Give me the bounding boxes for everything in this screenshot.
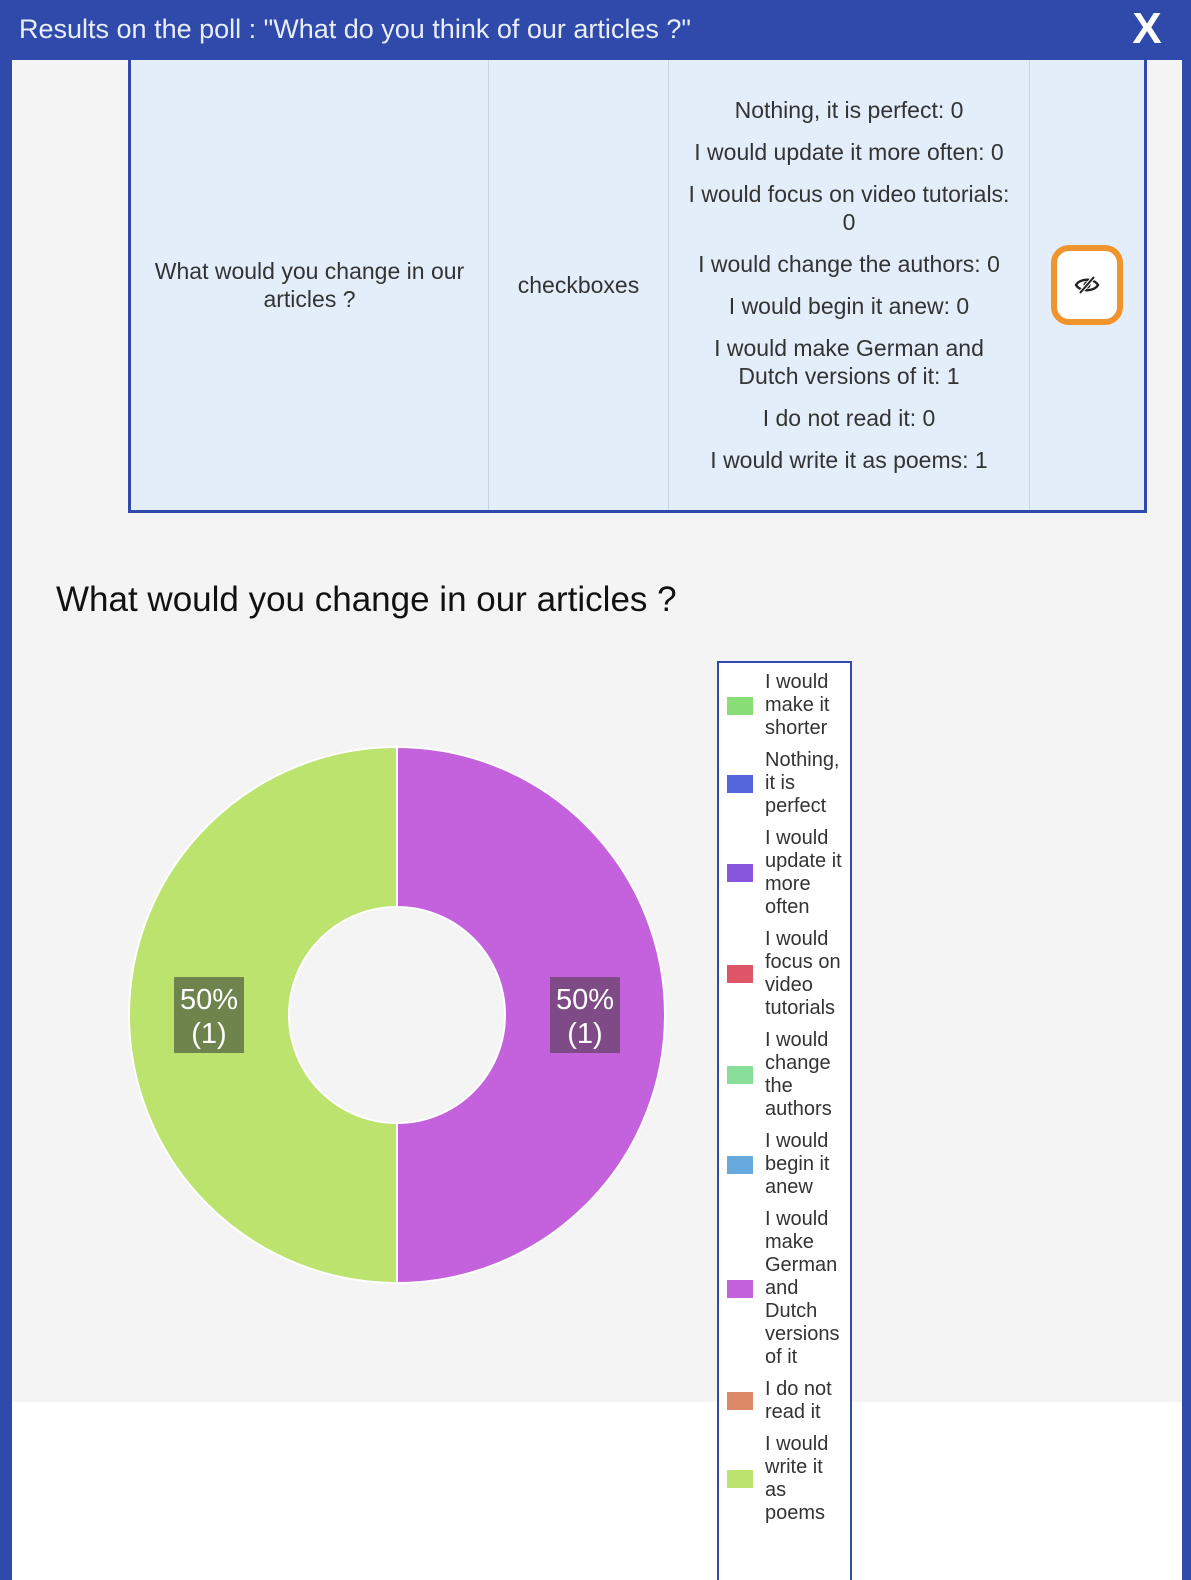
toggle-chart-button[interactable] (1051, 245, 1123, 325)
legend-item[interactable] (727, 928, 850, 1020)
legend-item[interactable] (727, 1378, 850, 1424)
legend-item[interactable] (727, 1029, 850, 1121)
legend-swatch (727, 1470, 753, 1488)
donut-slice[interactable] (129, 747, 397, 1283)
legend-swatch (727, 775, 753, 793)
slice-data-label (174, 977, 244, 1053)
answer-result: I would begin it anew: 0 (728, 292, 970, 319)
data-label-count: (1) (191, 1018, 227, 1050)
legend-label: I would begin it anew (765, 1130, 830, 1198)
donut-slice[interactable] (397, 747, 665, 1283)
data-label-count: (1) (567, 1018, 603, 1050)
legend-item[interactable] (727, 827, 850, 919)
question-type-cell: checkboxes (489, 60, 669, 510)
data-label-percent: 50% (555, 984, 615, 1016)
legend-label: Nothing, it is perfect (765, 749, 840, 817)
chart-title: What would you change in our articles ? (56, 580, 677, 619)
question-results-row (128, 60, 1147, 513)
answer-result: I would change the authors: 0 (698, 250, 1000, 277)
answer-result: I would make German and Dutch versions of it: 1 (714, 334, 984, 389)
legend-swatch (727, 1392, 753, 1410)
legend-item[interactable] (727, 1130, 850, 1199)
close-button[interactable]: X (1132, 4, 1162, 53)
legend-swatch (727, 864, 753, 882)
legend-label: I do not read it (765, 1378, 832, 1423)
legend-swatch (727, 1156, 753, 1174)
donut-chart (122, 740, 672, 1290)
legend-label: I would change the authors (765, 1029, 832, 1120)
legend-label: I would make it shorter (765, 671, 830, 739)
legend-item[interactable] (727, 749, 850, 818)
legend-item[interactable] (727, 1208, 850, 1369)
answer-result: I would update it more often: 0 (694, 138, 1004, 165)
eye-slash-icon (1074, 275, 1100, 295)
data-label-percent: 50% (179, 984, 239, 1016)
answer-result: I would focus on video tutorials: 0 (688, 180, 1010, 235)
legend-label: I would focus on video tutorials (765, 928, 841, 1019)
answer-result: I would write it as poems: 1 (710, 446, 988, 473)
legend-swatch (727, 1280, 753, 1298)
actions-cell (1030, 60, 1144, 510)
modal-header (0, 0, 1191, 60)
question-cell: What would you change in our articles ? (131, 60, 489, 510)
modal-body (12, 60, 1182, 1580)
chart-legend (717, 661, 852, 1580)
legend-item[interactable] (727, 671, 850, 740)
answer-result: I do not read it: 0 (762, 404, 936, 431)
legend-swatch (727, 965, 753, 983)
legend-item[interactable] (727, 1433, 850, 1525)
legend-label: I would make German and Dutch versions of it (765, 1208, 840, 1368)
answer-result: Nothing, it is perfect: 0 (734, 96, 964, 123)
legend-swatch (727, 1066, 753, 1084)
legend-swatch (727, 697, 753, 715)
slice-data-label (550, 977, 620, 1053)
legend-label: I would update it more often (765, 827, 842, 918)
answers-cell (669, 60, 1030, 510)
legend-label: I would write it as poems (765, 1433, 829, 1524)
modal-title: Results on the poll : "What do you think of our articles ?" (19, 14, 692, 44)
